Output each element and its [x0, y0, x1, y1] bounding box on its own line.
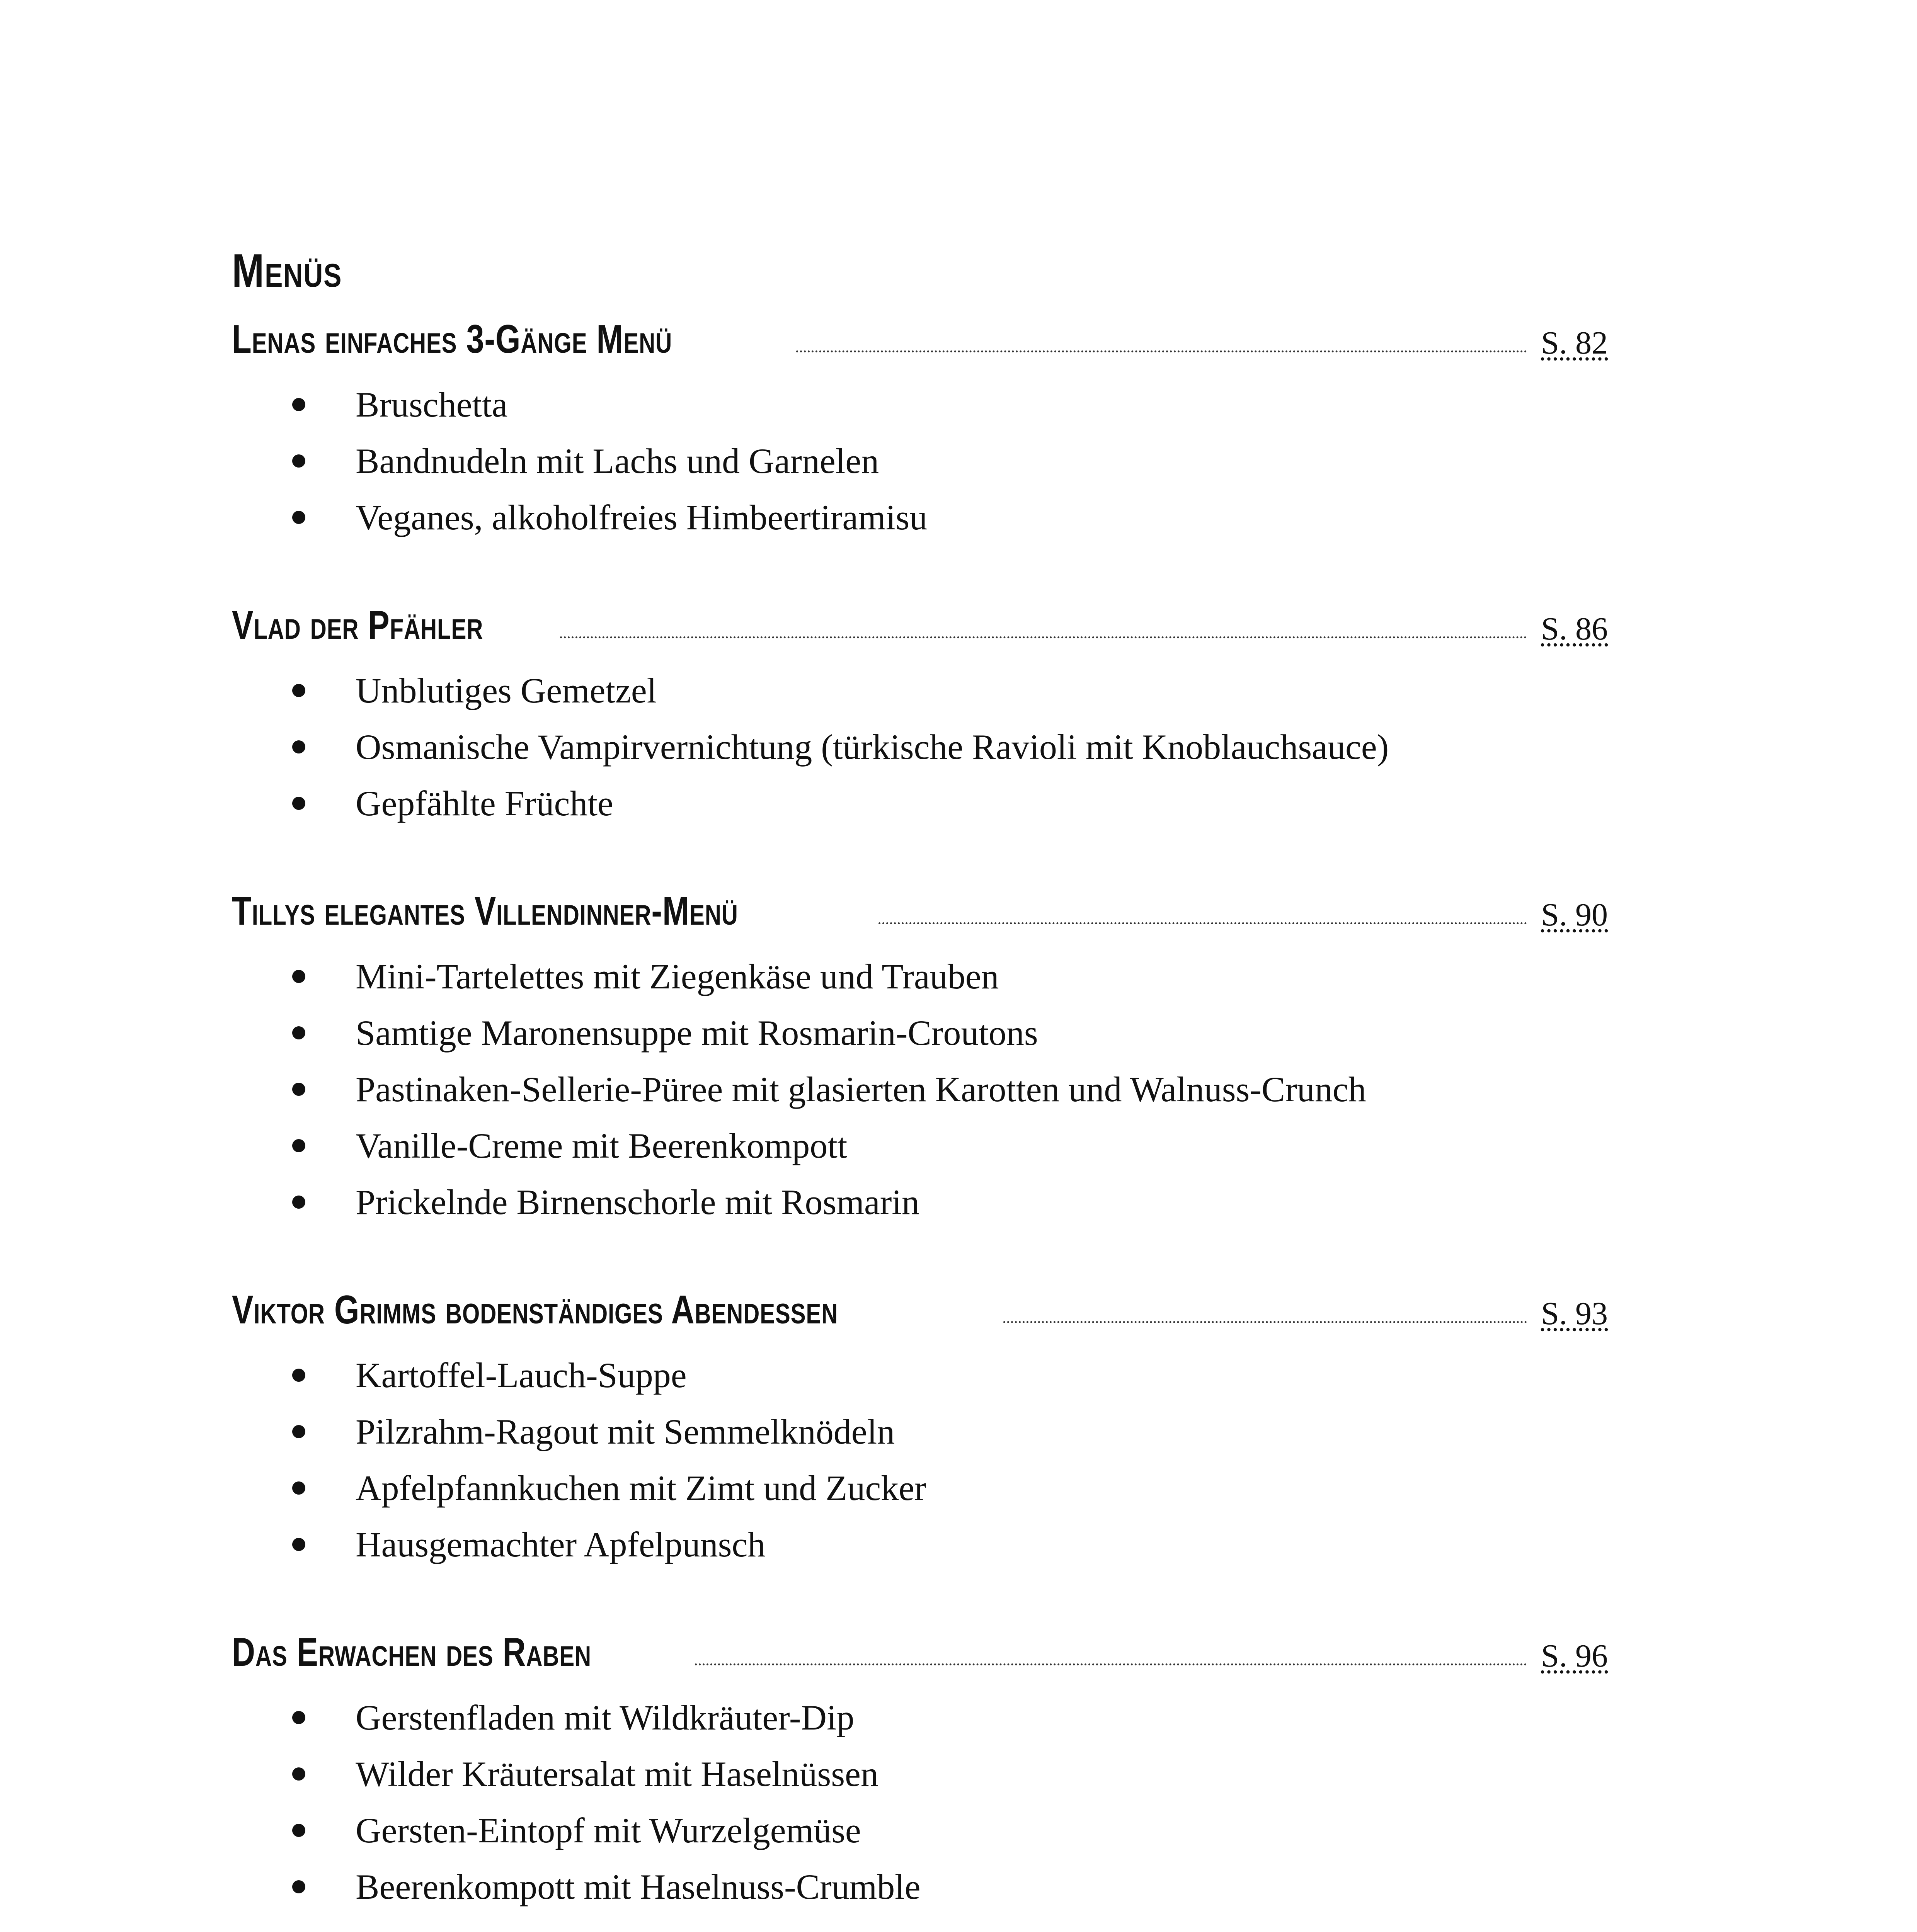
dish-item [232, 1460, 1608, 1516]
dish-list [232, 1347, 1608, 1573]
dish-name: Bandnudeln mit Lachs und Garnelen [356, 441, 879, 481]
bullet-icon [292, 1425, 305, 1438]
dish-name: Gersten-Eintopf mit Wurzelgemüse [356, 1811, 861, 1850]
menu-heading-row [232, 888, 1608, 934]
dish-name: Mini-Tartelettes mit Ziegenkäse und Trauben [356, 957, 999, 996]
bullet-icon [292, 1538, 305, 1551]
dish-name: Vanille-Creme mit Beerenkompott [356, 1126, 848, 1165]
dish-item [232, 489, 1608, 546]
dish-name: Gepfählte Früchte [356, 784, 613, 823]
dish-item [232, 1802, 1608, 1859]
menu-heading-row [232, 316, 1608, 362]
menu-title: Lenas einfaches 3-Gänge Menü [232, 317, 672, 362]
bullet-icon [292, 1824, 305, 1837]
menu-section [232, 602, 1608, 832]
dotted-leader [796, 350, 1527, 352]
dish-item [232, 948, 1608, 1005]
dotted-leader [695, 1663, 1527, 1665]
page-reference-link[interactable]: S. 93 [1541, 1296, 1608, 1332]
bullet-icon [292, 1083, 305, 1096]
bullet-icon [292, 398, 305, 411]
dish-item [232, 376, 1608, 433]
dish-name: Pilzrahm-Ragout mit Semmelknödeln [356, 1412, 895, 1451]
dish-list [232, 948, 1608, 1230]
dotted-leader [560, 636, 1527, 638]
dish-item [232, 775, 1608, 832]
bullet-icon [292, 1711, 305, 1724]
menu-section [232, 1629, 1608, 1915]
dish-item [232, 433, 1608, 489]
dish-item [232, 1117, 1608, 1174]
dish-name: Unblutiges Gemetzel [356, 671, 657, 710]
menu-section [232, 316, 1608, 546]
menu-heading-row [232, 1287, 1608, 1333]
dish-item [232, 1005, 1608, 1061]
bullet-icon [292, 970, 305, 983]
menu-index-page [232, 240, 1608, 1932]
dish-name: Apfelpfannkuchen mit Zimt und Zucker [356, 1468, 926, 1508]
dish-item [232, 1516, 1608, 1573]
menu-section [232, 1287, 1608, 1573]
bullet-icon [292, 1369, 305, 1382]
dish-name: Pastinaken-Sellerie-Püree mit glasierten Karotten und Walnuss-Crunch [356, 1070, 1366, 1109]
bullet-icon [292, 1196, 305, 1209]
dish-item [232, 1859, 1608, 1915]
dotted-leader [1003, 1321, 1527, 1323]
dish-name: Wilder Kräutersalat mit Haselnüssen [356, 1754, 878, 1794]
bullet-icon [292, 684, 305, 697]
bullet-icon [292, 1767, 305, 1781]
page-reference-link[interactable]: S. 82 [1541, 325, 1608, 361]
menu-title: Vlad der Pfähler [232, 603, 484, 648]
dish-list [232, 1689, 1608, 1915]
dish-name: Osmanische Vampirvernichtung (türkische Ravioli mit Knoblauchsauce) [356, 727, 1389, 767]
dish-item [232, 1689, 1608, 1746]
bullet-icon [292, 1139, 305, 1152]
dish-item [232, 1347, 1608, 1403]
dish-name: Bruschetta [356, 385, 508, 424]
menu-list [232, 316, 1608, 1932]
menu-title: Das Erwachen des Raben [232, 1630, 591, 1675]
dish-name: Hausgemachter Apfelpunsch [356, 1525, 766, 1564]
dish-item [232, 1061, 1608, 1117]
bullet-icon [292, 1880, 305, 1893]
dotted-leader [878, 922, 1527, 924]
dish-name: Prickelnde Birnenschorle mit Rosmarin [356, 1182, 919, 1222]
bullet-icon [292, 511, 305, 524]
dish-list [232, 662, 1608, 832]
dish-item [232, 662, 1608, 719]
bullet-icon [292, 740, 305, 753]
dish-name: Veganes, alkoholfreies Himbeertiramisu [356, 498, 928, 537]
bullet-icon [292, 1481, 305, 1495]
bullet-icon [292, 454, 305, 468]
dish-item [232, 1746, 1608, 1802]
page-title: Menüs [232, 244, 342, 297]
page-reference-link[interactable]: S. 90 [1541, 897, 1608, 933]
dish-list [232, 376, 1608, 546]
bullet-icon [292, 797, 305, 810]
menu-section [232, 888, 1608, 1230]
menu-heading-row [232, 602, 1608, 648]
menu-title: Tillys elegantes Villendinner-Menü [232, 889, 738, 934]
dish-name: Samtige Maronensuppe mit Rosmarin-Croutons [356, 1013, 1038, 1053]
menu-title: Viktor Grimms bodenständiges Abendessen [232, 1287, 838, 1332]
bullet-icon [292, 1026, 305, 1039]
dish-item [232, 719, 1608, 775]
dish-item [232, 1174, 1608, 1230]
dish-name: Beerenkompott mit Haselnuss-Crumble [356, 1867, 921, 1906]
dish-item [232, 1403, 1608, 1460]
dish-name: Gerstenfladen mit Wildkräuter-Dip [356, 1698, 855, 1737]
dish-name: Kartoffel-Lauch-Suppe [356, 1355, 687, 1395]
menu-heading-row [232, 1629, 1608, 1675]
page-reference-link[interactable]: S. 96 [1541, 1638, 1608, 1674]
page-reference-link[interactable]: S. 86 [1541, 611, 1608, 647]
